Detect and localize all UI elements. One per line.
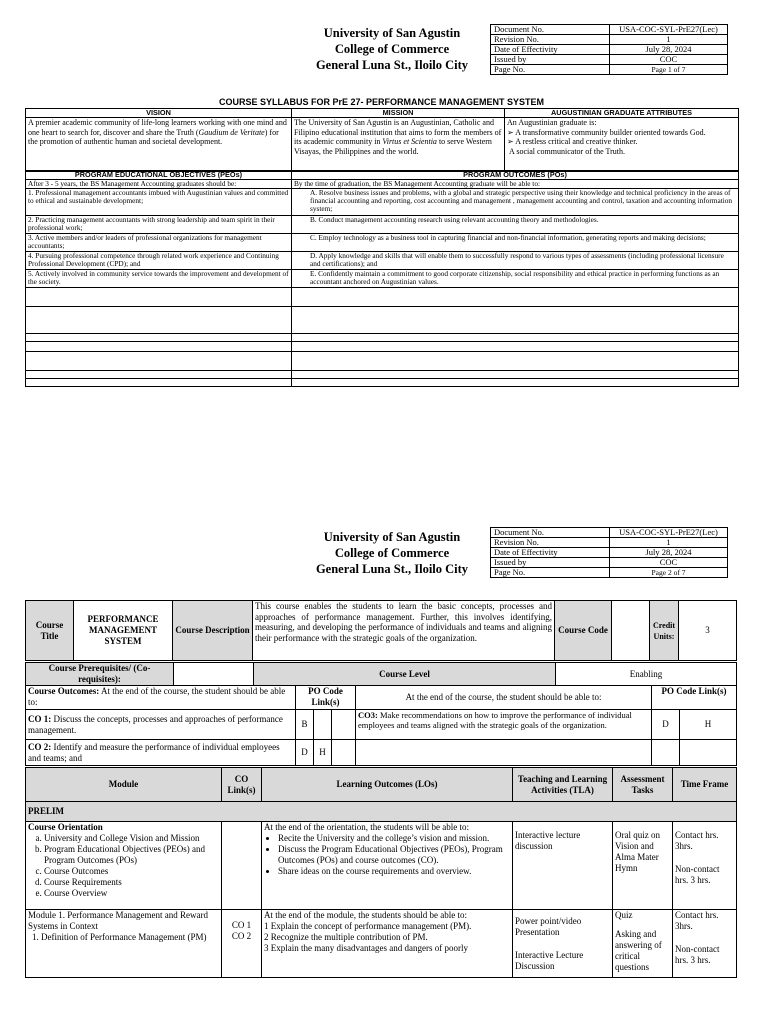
course-code (612, 601, 650, 661)
lo-header: Learning Outcomes (LOs) (262, 768, 513, 802)
course-level: Enabling (556, 663, 737, 686)
peo-item: 4. Pursuing professional competence through related work experience and Continuing Professional Development (CPD); and (26, 252, 292, 270)
module-1-time: Contact hrs. 3hrs. Non-contact hrs. 3 hrs. (673, 910, 737, 978)
course-info-table (25, 600, 737, 661)
module-header: Module (26, 768, 222, 802)
co-link-header: CO Link(s) (222, 768, 262, 802)
module-1-assessment: Quiz Asking and answering of critical questions (613, 910, 673, 978)
orientation-los: At the end of the orientation, the students will be able to: • Recite the University and the college’s vision and mission. • Discuss the Program Educational Objectives (PEOs), Program Outcomes (POs) and course outcomes (CO). • Share ideas on the course requirements and overview. (262, 822, 513, 910)
college-name: College of Commerce (334, 546, 450, 560)
peo-item: 5. Actively involved in community service towards the improvement and development of the society. (26, 270, 292, 288)
mission-heading: MISSION (292, 109, 505, 118)
address: General Luna St., Iloilo City (315, 562, 469, 576)
po-link-header: PO Code Link(s) (652, 686, 737, 710)
module-1-los: At the end of the module, the students should be able to: 1 Explain the concept of performance management (PM). 2 Recognize the multiple contribution of PM. 3 Explain the many disadvantages and dangers of poorly (262, 910, 513, 978)
course-description-label: Course Description (173, 601, 253, 661)
vision-mission-table (25, 108, 739, 172)
orientation-module: Course Orientation a. University and College Vision and Mission b. Program Educational Objectives (PEOs) and Program Outcomes (POs) c. Course Outcomes d. Course Requirements e. Course Overview (26, 822, 222, 910)
course-level-label: Course Level (254, 663, 556, 686)
peo-item: 2. Practicing management accountants with strong leadership and team spirit in their professional work; (26, 216, 292, 234)
university-name: University of San Agustin (323, 530, 461, 544)
po-item: A. Resolve business issues and problems, with a global and strategic perspective using their knowledge and technical proficiency in the areas of financial accounting and reporting, cost accounting and management , management accounting and control, taxation and accounting information system; (292, 189, 739, 216)
syllabus-title: COURSE SYLLABUS FOR PrE 27- PERFORMANCE MANAGEMENT SYSTEM (218, 97, 545, 107)
po-link-header: PO Code Link(s) (296, 686, 356, 710)
peo-item: 1. Professional management accountants imbued with Augustinian values and committed to ethical and sustainable development; (26, 189, 292, 216)
course-code-label: Course Code (555, 601, 612, 661)
tla-header: Teaching and Learning Activities (TLA) (513, 768, 613, 802)
po-item: C. Employ technology as a business tool in capturing financial and non-financial information, generating reports and making decisions; (292, 234, 739, 252)
university-name: University of San Agustin (323, 26, 461, 40)
peo-item: 3. Active members and/or leaders of professional organizations for management accountants; (26, 234, 292, 252)
vision-text: A premier academic community of life-long learners working with one mind and one heart to search for, discover and share the Truth (Gaudium de Veritate) for the promotion of authentic human and societal development. (26, 118, 292, 172)
time-frame-header: Time Frame (673, 768, 737, 802)
modules-table (25, 767, 737, 978)
attributes-text: An Augustinian graduate is: ➢ A transformative community builder oriented towards God. ➢ A restless critical and creative thinker. A social communicator of the Truth. (505, 118, 739, 172)
mission-text: The University of San Agustin is an Augustinian, Catholic and Filipino educational institution that aims to form the members of its academic community in Virtus et Scientia to serve Western Visayas, the Philippines and the world. (292, 118, 505, 172)
po-item: D. Apply knowledge and skills that will enable them to successfully respond to various types of assessments (including professional licensure and certifications); and (292, 252, 739, 270)
course-level-table (25, 662, 737, 686)
course-outcome-1: CO 1: Discuss the concepts, processes and approaches of performance management. (26, 710, 296, 740)
module-1-co: CO 1 CO 2 (222, 910, 262, 978)
college-name: College of Commerce (334, 42, 450, 56)
prelim-label: PRELIM (26, 802, 737, 822)
peo-heading: PROGRAM EDUCATIONAL OBJECTIVES (PEOs) (26, 171, 292, 180)
prerequisites (174, 663, 254, 686)
prerequisites-label: Course Prerequisites/ (Co-requisites): (26, 663, 174, 686)
po-item: B. Conduct management accounting research using relevant accounting theory and methodologies. (292, 216, 739, 234)
address: General Luna St., Iloilo City (315, 58, 469, 72)
document-meta-table: Document No. USA-COC-SYL-PrE27(Lec) Revision No. 1 Date of Effectivity July 28, 2024 Issued by COC Page No. Page 2 of 7 (490, 527, 728, 578)
course-outcome-2: CO 2: Identify and measure the performance of individual employees and teams; and (26, 740, 296, 766)
assessment-header: Assessment Tasks (613, 768, 673, 802)
credit-units-label: Credit Units: (650, 601, 679, 661)
po-item: E. Confidently maintain a commitment to good corporate citizenship, social responsibility and ethical practice in performing functions as an accountant anchored on Augustinian values. (292, 270, 739, 288)
orientation-time: Contact hrs. 3hrs. Non-contact hrs. 3 hrs. (673, 822, 737, 910)
module-1: Module 1. Performance Management and Reward Systems in Context 1. Definition of Performance Management (PM) (26, 910, 222, 978)
course-description: This course enables the students to learn the basic concepts, processes and approaches of performance management. Further, this involves identifying, measuring, and developing the performance of individuals and teams and aligning their performance with the strategic goals of the organization. (253, 601, 555, 661)
orientation-tla: Interactive lecture discussion (513, 822, 613, 910)
po-heading: PROGRAM OUTCOMES (POs) (292, 171, 739, 180)
credit-units: 3 (679, 601, 737, 661)
course-title-label: Course Title (26, 601, 74, 661)
course-outcomes-table: Course Outcomes: At the end of the course, the student should be able to: PO Code Link(s) At the end of the course, the student should be able to: PO Code Link(s) CO 1: Discuss the concepts, processes and approaches of performance management. B CO3: Make recommendations on how to improve the performance of individual employees and teams aligned with the strategic goals of the organization. D H CO 2: Identify and measure the performance of individual employees and teams; and D H (25, 685, 737, 766)
vision-heading: VISION (26, 109, 292, 118)
course-outcome-3: CO3: Make recommendations on how to improve the performance of individual employees and teams aligned with the strategic goals of the organization. (356, 710, 652, 740)
orientation-assessment: Oral quiz on Vision and Alma Mater Hymn (613, 822, 673, 910)
document-meta-table: Document No. USA-COC-SYL-PrE27(Lec) Revision No. 1 Date of Effectivity July 28, 2024 Issued by COC Page No. Page 1 of 7 (490, 24, 728, 75)
peo-po-table: PROGRAM EDUCATIONAL OBJECTIVES (PEOs) PROGRAM OUTCOMES (POs) After 3 - 5 years, the BS Management Accounting graduates should be: By the time of graduation, the BS Management Accounting graduate will be able to: 1. Professional management accountants imbued with Augustinian values and committed to ethical and sustainable development; A. Resolve business issues and problems, with a global and strategic perspective using their knowledge and technical proficiency in the areas of financial accounting and reporting, cost accounting and management , management accounting and control, taxation and accounting information system; 2. Practicing management accountants with strong leadership and team spirit in their professional work; B. Conduct management accounting research using relevant accounting theory and methodologies. 3. Active members and/or leaders of professional organizations for management accountants; C. Employ technology as a business tool in capturing financial and non-financial information, generating reports and making decisions; 4. Pursuing professional competence through related work experience and Continuing Professional Development (CPD); and D. Apply knowledge and skills that will enable them to successfully respond to various types of assessments (including professional licensure and certifications); and 5. Actively involved in community service towards the improvement and development of the society. E. Confidently maintain a commitment to good corporate citizenship, social responsibility and ethical practice in performing functions as an accountant anchored on Augustinian values. (25, 170, 739, 387)
attributes-heading: AUGUSTINIAN GRADUATE ATTRIBUTES (505, 109, 739, 118)
module-1-tla: Power point/video Presentation Interactive Lecture Discussion (513, 910, 613, 978)
course-title: PERFORMANCE MANAGEMENT SYSTEM (74, 601, 173, 661)
